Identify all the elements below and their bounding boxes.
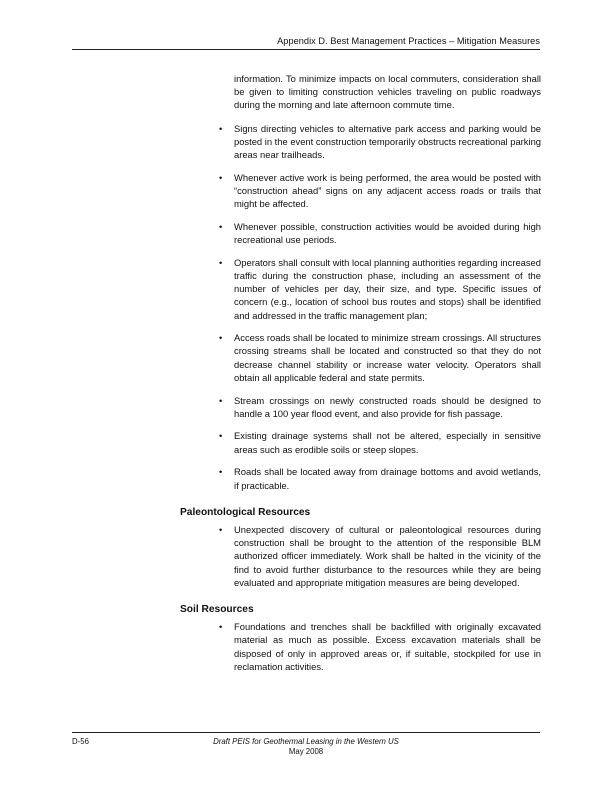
- page-body: [180, 72, 541, 683]
- paleo-bullet-list: [180, 523, 541, 589]
- page-footer: [72, 732, 540, 766]
- bullet-icon: •: [219, 122, 223, 134]
- document-date: May 2008: [288, 747, 324, 756]
- traffic-bullet-list: [180, 122, 541, 492]
- soil-bullet-list: [180, 620, 541, 673]
- list-item: • Stream crossings on newly constructed roads should be designed to handle a 100 year flood event, and also provide for fish passage.: [219, 394, 541, 419]
- bullet-icon: •: [219, 332, 223, 344]
- list-item: • Unexpected discovery of cultural or paleontological resources during construction shall be brought to the attention of the responsible BLM authorized officer immediately. Work shall be halted in the vicinity of the find to avoid further disturbance to the resources while they are being evaluated and appropriate mitigation measures are being developed.: [219, 523, 541, 588]
- continuation-paragraph: information. To minimize impacts on local commuters, consideration shall be given to limiting construction vehicles traveling on public roadways during the morning and late afternoon commute time.: [234, 73, 541, 111]
- bullet-icon: •: [219, 394, 223, 406]
- page-header: Appendix D. Best Management Practices – Mitigation Measures: [72, 36, 540, 50]
- bullet-icon: •: [219, 430, 223, 442]
- bullet-icon: •: [219, 621, 223, 633]
- bullet-icon: •: [219, 171, 223, 183]
- section-heading-soil: Soil Resources: [180, 604, 254, 615]
- document-title: Draft PEIS for Geothermal Leasing in the Western US: [213, 737, 399, 746]
- list-item: • Existing drainage systems shall not be altered, especially in sensitive areas such as erodible soils or steep slopes.: [219, 430, 541, 455]
- list-item: • Whenever active work is being performed, the area would be posted with “construction ahead” signs on any adjacent access roads or trails that might be affected.: [219, 171, 541, 210]
- list-item: • Operators shall consult with local planning authorities regarding increased traffic during the construction phase, including an assessment of the number of vehicles per day, their size, and type. Specific issues of concern (e.g., location of school bus routes and stops) shall be identified and addressed in the traffic management plan;: [219, 256, 541, 321]
- list-item: • Access roads shall be located to minimize stream crossings. All structures crossing streams shall be located and constructed so that they do not decrease channel stability or increase water velocity. Operators shall obtain all applicable federal and state permits.: [219, 332, 541, 383]
- section-heading-paleontological: Paleontological Resources: [180, 506, 311, 518]
- bullet-icon: •: [219, 466, 223, 478]
- list-item: • Foundations and trenches shall be backfilled with originally excavated material as much as possible. Excess excavation materials shall be disposed of only in approved areas or, if suitable, stockpiled for use in reclamation activities.: [219, 621, 541, 672]
- page-number: D-56: [72, 737, 89, 746]
- bullet-icon: •: [219, 256, 223, 268]
- list-item: • Signs directing vehicles to alternative park access and parking would be posted in the event construction temporarily obstructs recreational parking areas near trailheads.: [219, 122, 541, 161]
- list-item: • Whenever possible, construction activities would be avoided during high recreational use periods.: [219, 220, 541, 246]
- list-item: • Roads shall be located away from drainage bottoms and avoid wetlands, if practicable.: [219, 466, 541, 491]
- bullet-icon: •: [219, 523, 223, 535]
- bullet-icon: •: [219, 220, 223, 232]
